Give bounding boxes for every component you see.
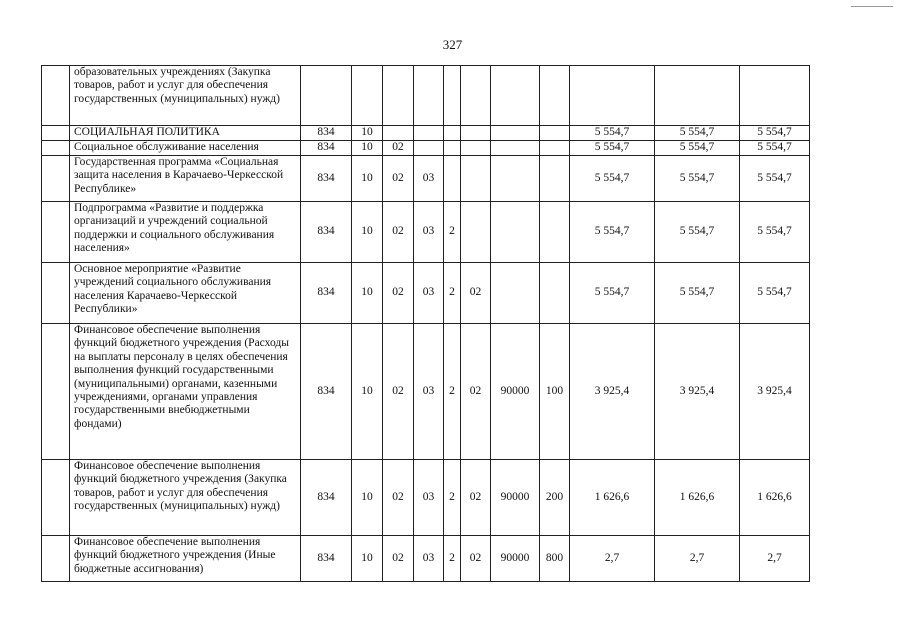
section-code-cell: 10 — [352, 263, 383, 324]
row-index-cell — [42, 536, 70, 582]
amount-year-2-cell — [655, 66, 740, 126]
amount-year-3-cell: 5 554,7 — [740, 263, 810, 324]
activity-code-cell: 02 — [461, 263, 491, 324]
ministry-code-cell: 834 — [301, 141, 352, 156]
subsection-code-cell: 02 — [383, 156, 414, 202]
subsection-code-cell: 02 — [383, 141, 414, 156]
section-code-cell: 10 — [352, 324, 383, 460]
ministry-code-cell: 834 — [301, 126, 352, 141]
description-cell: Финансовое обеспечение выполнения функций бюджетного учреждения (Закупка товаров, работ и услуг для обеспечения государственных (муниципальных) нужд) — [70, 460, 301, 536]
amount-year-1-cell: 2,7 — [570, 536, 655, 582]
amount-year-3-cell: 3 925,4 — [740, 324, 810, 460]
program-code-cell — [414, 66, 444, 126]
section-code-cell: 10 — [352, 460, 383, 536]
amount-year-1-cell: 1 626,6 — [570, 460, 655, 536]
amount-year-2-cell: 2,7 — [655, 536, 740, 582]
section-code-cell — [352, 66, 383, 126]
description-cell: Финансовое обеспечение выполнения функций бюджетного учреждения (Иные бюджетные ассигнования) — [70, 536, 301, 582]
row-index-cell — [42, 460, 70, 536]
expense-type-cell — [540, 66, 570, 126]
budget-table — [41, 65, 810, 582]
direction-code-cell: 90000 — [491, 460, 540, 536]
activity-code-cell: 02 — [461, 460, 491, 536]
activity-code-cell: 02 — [461, 536, 491, 582]
program-code-cell: 03 — [414, 263, 444, 324]
expense-type-cell: 100 — [540, 324, 570, 460]
table-row — [42, 141, 810, 156]
direction-code-cell — [491, 126, 540, 141]
direction-code-cell: 90000 — [491, 324, 540, 460]
activity-code-cell: 02 — [461, 324, 491, 460]
table-row — [42, 66, 810, 126]
amount-year-2-cell: 5 554,7 — [655, 263, 740, 324]
subprogram-code-cell — [444, 141, 461, 156]
ministry-code-cell: 834 — [301, 202, 352, 263]
ministry-code-cell: 834 — [301, 324, 352, 460]
activity-code-cell — [461, 156, 491, 202]
amount-year-1-cell: 5 554,7 — [570, 141, 655, 156]
expense-type-cell: 800 — [540, 536, 570, 582]
section-code-cell: 10 — [352, 536, 383, 582]
subprogram-code-cell — [444, 126, 461, 141]
subprogram-code-cell — [444, 156, 461, 202]
ministry-code-cell: 834 — [301, 156, 352, 202]
amount-year-1-cell: 3 925,4 — [570, 324, 655, 460]
subprogram-code-cell — [444, 66, 461, 126]
description-cell: СОЦИАЛЬНАЯ ПОЛИТИКА — [70, 126, 301, 141]
amount-year-1-cell: 5 554,7 — [570, 263, 655, 324]
amount-year-2-cell: 5 554,7 — [655, 156, 740, 202]
amount-year-2-cell: 5 554,7 — [655, 141, 740, 156]
amount-year-3-cell: 1 626,6 — [740, 460, 810, 536]
program-code-cell: 03 — [414, 156, 444, 202]
expense-type-cell — [540, 263, 570, 324]
amount-year-3-cell: 5 554,7 — [740, 141, 810, 156]
activity-code-cell — [461, 126, 491, 141]
subprogram-code-cell: 2 — [444, 536, 461, 582]
subprogram-code-cell: 2 — [444, 324, 461, 460]
amount-year-3-cell: 5 554,7 — [740, 126, 810, 141]
subprogram-code-cell: 2 — [444, 263, 461, 324]
activity-code-cell — [461, 202, 491, 263]
section-code-cell: 10 — [352, 126, 383, 141]
description-cell: Финансовое обеспечение выполнения функций бюджетного учреждения (Расходы на выплаты персоналу в целях обеспечения выполнения функций государственными (муниципальными) органами, казенными учреждениями, органами управления государственными внебюджетными фондами) — [70, 324, 301, 460]
activity-code-cell — [461, 141, 491, 156]
table-row — [42, 263, 810, 324]
amount-year-2-cell: 1 626,6 — [655, 460, 740, 536]
amount-year-1-cell: 5 554,7 — [570, 156, 655, 202]
subsection-code-cell — [383, 126, 414, 141]
amount-year-1-cell — [570, 66, 655, 126]
section-code-cell: 10 — [352, 156, 383, 202]
amount-year-2-cell: 3 925,4 — [655, 324, 740, 460]
subsection-code-cell: 02 — [383, 536, 414, 582]
subprogram-code-cell: 2 — [444, 202, 461, 263]
program-code-cell: 03 — [414, 460, 444, 536]
scan-edge-mark — [851, 6, 893, 7]
amount-year-3-cell: 5 554,7 — [740, 202, 810, 263]
table-row — [42, 126, 810, 141]
ministry-code-cell — [301, 66, 352, 126]
activity-code-cell — [461, 66, 491, 126]
table-row — [42, 202, 810, 263]
program-code-cell: 03 — [414, 324, 444, 460]
subsection-code-cell: 02 — [383, 202, 414, 263]
expense-type-cell: 200 — [540, 460, 570, 536]
row-index-cell — [42, 324, 70, 460]
subsection-code-cell — [383, 66, 414, 126]
page-number: 327 — [442, 37, 463, 52]
subprogram-code-cell: 2 — [444, 460, 461, 536]
amount-year-3-cell: 2,7 — [740, 536, 810, 582]
direction-code-cell — [491, 66, 540, 126]
direction-code-cell: 90000 — [491, 536, 540, 582]
row-index-cell — [42, 126, 70, 141]
row-index-cell — [42, 263, 70, 324]
direction-code-cell — [491, 263, 540, 324]
description-cell: Государственная программа «Социальная защита населения в Карачаево-Черкесской Республике» — [70, 156, 301, 202]
ministry-code-cell: 834 — [301, 263, 352, 324]
amount-year-1-cell: 5 554,7 — [570, 126, 655, 141]
section-code-cell: 10 — [352, 141, 383, 156]
section-code-cell: 10 — [352, 202, 383, 263]
table-row — [42, 460, 810, 536]
subsection-code-cell: 02 — [383, 263, 414, 324]
amount-year-2-cell: 5 554,7 — [655, 202, 740, 263]
amount-year-3-cell — [740, 66, 810, 126]
direction-code-cell — [491, 202, 540, 263]
row-index-cell — [42, 66, 70, 126]
program-code-cell — [414, 141, 444, 156]
program-code-cell: 03 — [414, 536, 444, 582]
amount-year-3-cell: 5 554,7 — [740, 156, 810, 202]
description-cell: Подпрограмма «Развитие и поддержка организаций и учреждений социальной поддержки и социального обслуживания населения» — [70, 202, 301, 263]
amount-year-1-cell: 5 554,7 — [570, 202, 655, 263]
row-index-cell — [42, 202, 70, 263]
row-index-cell — [42, 156, 70, 202]
subsection-code-cell: 02 — [383, 324, 414, 460]
table-row — [42, 324, 810, 460]
expense-type-cell — [540, 202, 570, 263]
row-index-cell — [42, 141, 70, 156]
ministry-code-cell: 834 — [301, 536, 352, 582]
table-row — [42, 156, 810, 202]
direction-code-cell — [491, 141, 540, 156]
subsection-code-cell: 02 — [383, 460, 414, 536]
expense-type-cell — [540, 141, 570, 156]
amount-year-2-cell: 5 554,7 — [655, 126, 740, 141]
description-cell: образовательных учреждениях (Закупка товаров, работ и услуг для обеспечения государственных (муниципальных) нужд) — [70, 66, 301, 126]
expense-type-cell — [540, 156, 570, 202]
program-code-cell — [414, 126, 444, 141]
program-code-cell: 03 — [414, 202, 444, 263]
expense-type-cell — [540, 126, 570, 141]
description-cell: Основное мероприятие «Развитие учреждений социального обслуживания населения Карачаево-Черкесской Республики» — [70, 263, 301, 324]
direction-code-cell — [491, 156, 540, 202]
table-row — [42, 536, 810, 582]
ministry-code-cell: 834 — [301, 460, 352, 536]
description-cell: Социальное обслуживание населения — [70, 141, 301, 156]
